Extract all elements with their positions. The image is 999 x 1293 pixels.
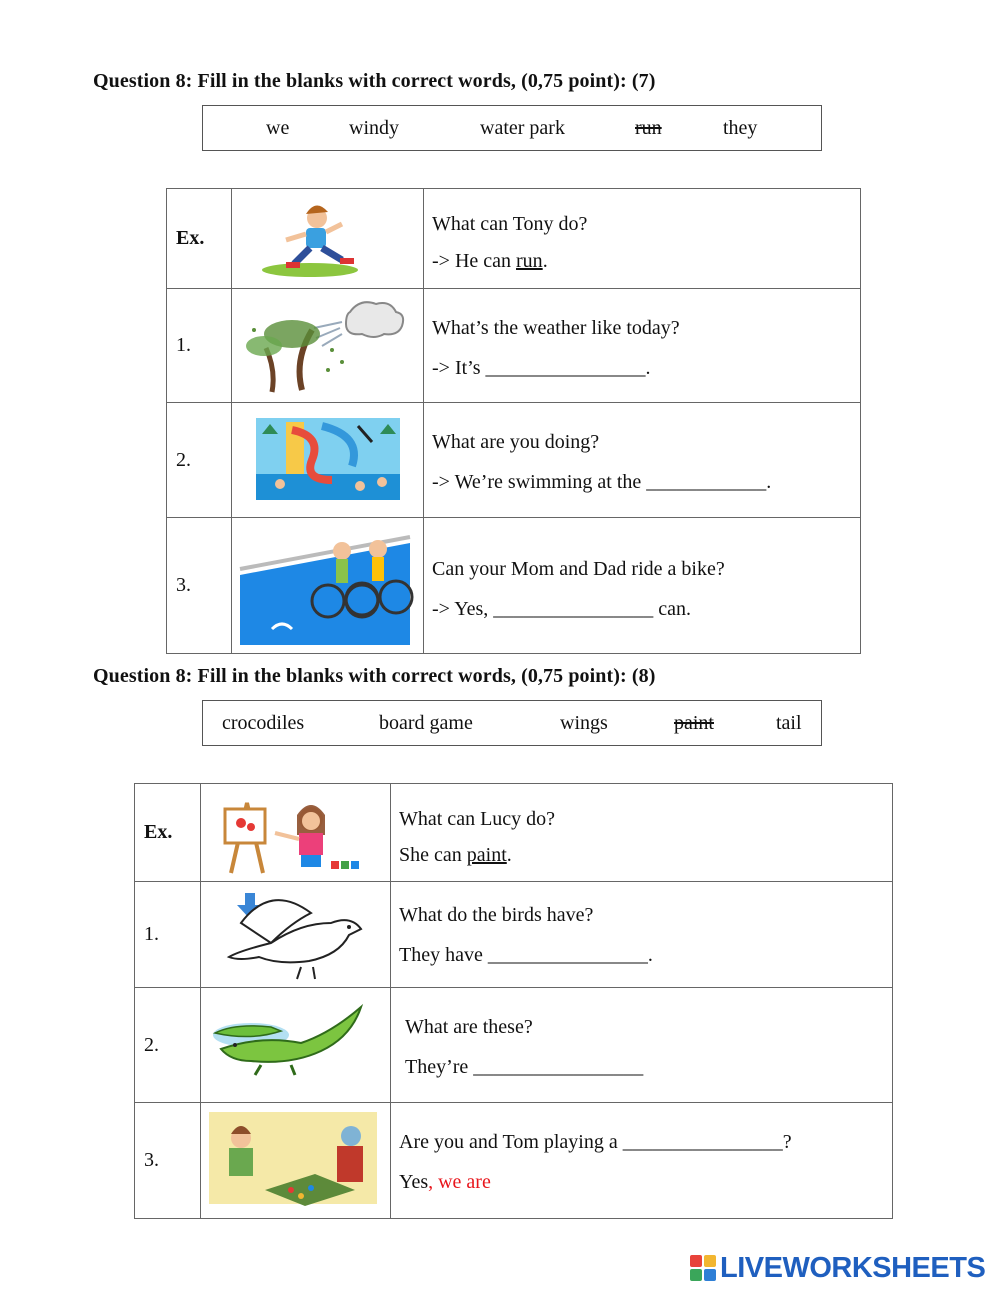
- word-bank-item: wings: [560, 712, 608, 734]
- question-cell: [391, 882, 893, 988]
- table-row: [135, 784, 893, 882]
- table-row: [135, 1103, 893, 1219]
- row-number: 3.: [135, 1103, 201, 1219]
- question-text: What are these?: [405, 1016, 533, 1038]
- word-bank-item: crocodiles: [222, 712, 305, 734]
- answer-prefix: She can: [399, 844, 467, 866]
- answer-filled: , we are: [428, 1171, 491, 1193]
- word-bank-item-used: run: [635, 117, 662, 139]
- row-number: 1.: [135, 882, 201, 988]
- word-bank-item: they: [723, 117, 758, 139]
- answer-blank[interactable]: -> It’s ________________.: [432, 357, 651, 379]
- question-text: What’s the weather like today?: [432, 317, 680, 339]
- word-bank-8: [202, 700, 822, 746]
- answer-suffix: .: [542, 250, 548, 272]
- table-row: [135, 988, 893, 1103]
- crocodiles-image: [201, 988, 391, 1103]
- row-number: 3.: [167, 518, 232, 654]
- answer-blank[interactable]: They have ________________.: [399, 944, 653, 966]
- row-number: Ex.: [167, 189, 232, 289]
- exercise-table-7: [166, 188, 861, 654]
- question-cell: [424, 189, 861, 289]
- water-park-image: [232, 403, 424, 518]
- logo-text: LIVEWORKSHEETS: [720, 1251, 986, 1284]
- answer-word: run: [516, 250, 543, 272]
- answer-word: paint: [466, 844, 507, 866]
- answer-blank[interactable]: They’re _________________: [405, 1056, 644, 1078]
- bird-image: [201, 882, 391, 988]
- answer-text: [399, 1171, 491, 1194]
- table-row: [167, 289, 861, 403]
- question-text: Can your Mom and Dad ride a bike?: [432, 558, 725, 580]
- word-bank-item: windy: [349, 117, 399, 139]
- painting-girl-icon: [201, 785, 389, 881]
- bike-riding-image: [232, 518, 424, 654]
- word-bank-item: we: [266, 117, 290, 139]
- answer-blank[interactable]: -> Yes, ________________ can.: [432, 598, 692, 620]
- question-cell: [424, 403, 861, 518]
- row-number: 2.: [135, 988, 201, 1103]
- question-8-title: Question 8: Fill in the blanks with correct words, (0,75 point): (8): [93, 665, 656, 687]
- word-bank-item-used: paint: [674, 712, 714, 734]
- word-bank-7: [202, 105, 822, 151]
- table-row: [167, 189, 861, 289]
- table-row: [167, 403, 861, 518]
- question-cell: [424, 518, 861, 654]
- answer-text: [432, 250, 548, 273]
- running-boy-image: [232, 189, 424, 289]
- question-text: What are you doing?: [432, 431, 600, 453]
- answer-suffix: .: [506, 844, 512, 866]
- question-7-title: Question 8: Fill in the blanks with correct words, (0,75 point): (7): [93, 70, 656, 92]
- question-cell: [391, 784, 893, 882]
- crocodile-icon: [201, 989, 389, 1102]
- table-row: [167, 518, 861, 654]
- bird-icon: [201, 883, 389, 987]
- windy-weather-image: [232, 289, 424, 403]
- row-number: 2.: [167, 403, 232, 518]
- answer-prefix: Yes: [399, 1171, 429, 1193]
- windy-tree-icon: [232, 290, 422, 402]
- board-game-image: [201, 1103, 391, 1219]
- bike-riders-icon: [232, 519, 422, 653]
- painting-girl-image: [201, 784, 391, 882]
- answer-blank[interactable]: -> We’re swimming at the ____________.: [432, 471, 772, 493]
- liveworksheets-logo: [690, 1251, 985, 1285]
- question-cell: [391, 988, 893, 1103]
- board-game-icon: [201, 1104, 389, 1218]
- answer-prefix: -> He can: [432, 250, 517, 272]
- word-bank-item: tail: [776, 712, 802, 734]
- question-text: What can Lucy do?: [399, 808, 556, 830]
- question-text: What do the birds have?: [399, 904, 594, 926]
- table-row: [135, 882, 893, 988]
- question-text: What can Tony do?: [432, 213, 588, 235]
- word-bank-item: water park: [480, 117, 565, 139]
- word-bank-item: board game: [379, 712, 473, 734]
- row-number: Ex.: [135, 784, 201, 882]
- row-number: 1.: [167, 289, 232, 403]
- running-boy-icon: [232, 190, 422, 288]
- exercise-table-8: [134, 783, 893, 1219]
- question-cell: [391, 1103, 893, 1219]
- question-cell: [424, 289, 861, 403]
- question-text: Are you and Tom playing a ________________?: [399, 1131, 792, 1153]
- water-park-icon: [232, 404, 422, 517]
- answer-text: [399, 844, 512, 867]
- logo-grid-icon: [690, 1255, 716, 1281]
